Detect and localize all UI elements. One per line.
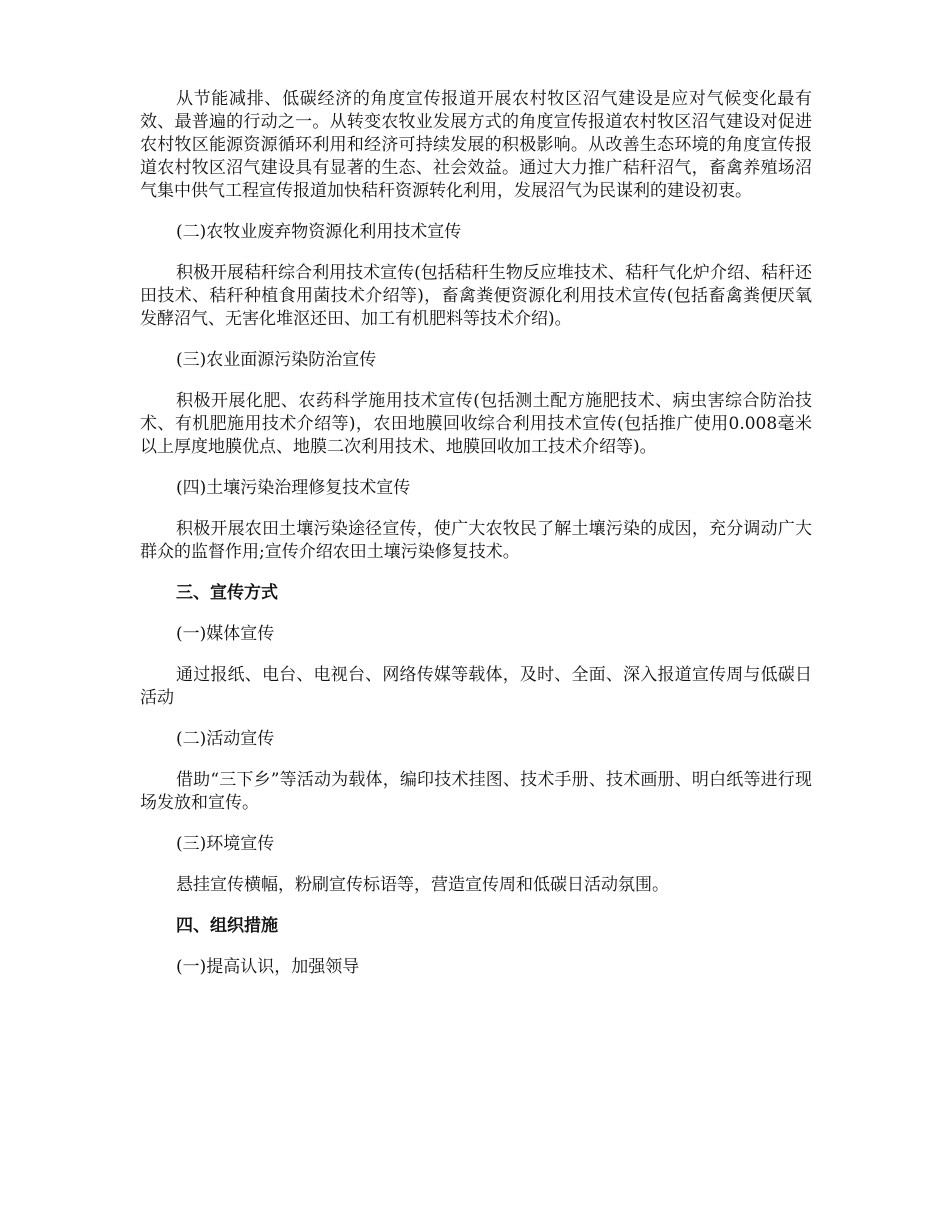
subheading-media-publicity: (一)媒体宣传 xyxy=(176,624,275,644)
subheading-activity-publicity: (二)活动宣传 xyxy=(176,729,275,749)
subheading-nonpoint-pollution: (三)农业面源污染防治宣传 xyxy=(176,350,377,370)
section-heading-publicity-methods: 三、宣传方式 xyxy=(176,583,278,603)
paragraph-biogas-publicity: 从节能减排、低碳经济的角度宣传报道开展农村牧区沼气建设是应对气候变化最有效、最普遍的行动之一。从转变农牧业发展方式的角度宣传报道农村牧区沼气建设对促进农村牧区能源资源循环利用和经济可持续发展的积极影响。从改善生态环境的角度宣传报道农村牧区沼气建设具有显著的生态、社会效益。通过大力推广秸秆沼气，畜禽养殖场沼气集中供气工程宣传报道加快秸秆资源转化利用，发展沼气为民谋利的建设初衷。 xyxy=(140,89,812,201)
document-page xyxy=(140,88,812,979)
paragraph-media-publicity: 通过报纸、电台、电视台、网络传媒等载体，及时、全面、深入报道宣传周与低碳日活动 xyxy=(140,665,812,708)
paragraph-environment-publicity: 悬挂宣传横幅，粉刷宣传标语等，营造宣传周和低碳日活动氛围。 xyxy=(176,875,669,895)
paragraph-nonpoint-pollution: 积极开展化肥、农药科学施用技术宣传(包括测土配方施肥技术、病虫害综合防治技术、有机肥施用技术介绍等)，农田地膜回收综合利用技术宣传(包括推广使用0.008毫米以上厚度地膜优点、地膜二次利用技术、地膜回收加工技术介绍等)。 xyxy=(140,391,812,457)
paragraph-activity-publicity: 借助“三下乡”等活动为载体，编印技术挂图、技术手册、技术画册、明白纸等进行现场发放和宣传。 xyxy=(140,770,812,813)
subheading-raise-awareness: (一)提高认识，加强领导 xyxy=(176,957,360,977)
paragraph-waste-utilization: 积极开展秸秆综合利用技术宣传(包括秸秆生物反应堆技术、秸秆气化炉介绍、秸秆还田技术、秸秆种植食用菌技术介绍等)，畜禽粪便资源化利用技术宣传(包括畜禽粪便厌氧发酵沼气、无害化堆沤还田、加工有机肥料等技术介绍)。 xyxy=(140,263,812,329)
subheading-environment-publicity: (三)环境宣传 xyxy=(176,834,275,854)
subheading-waste-utilization: (二)农牧业废弃物资源化利用技术宣传 xyxy=(176,222,462,242)
paragraph-soil-remediation: 积极开展农田土壤污染途径宣传，使广大农牧民了解土壤污染的成因，充分调动广大群众的监督作用;宣传介绍农田土壤污染修复技术。 xyxy=(140,519,812,562)
subheading-soil-remediation: (四)土壤污染治理修复技术宣传 xyxy=(176,478,411,498)
section-heading-organization-measures: 四、组织措施 xyxy=(176,916,278,936)
